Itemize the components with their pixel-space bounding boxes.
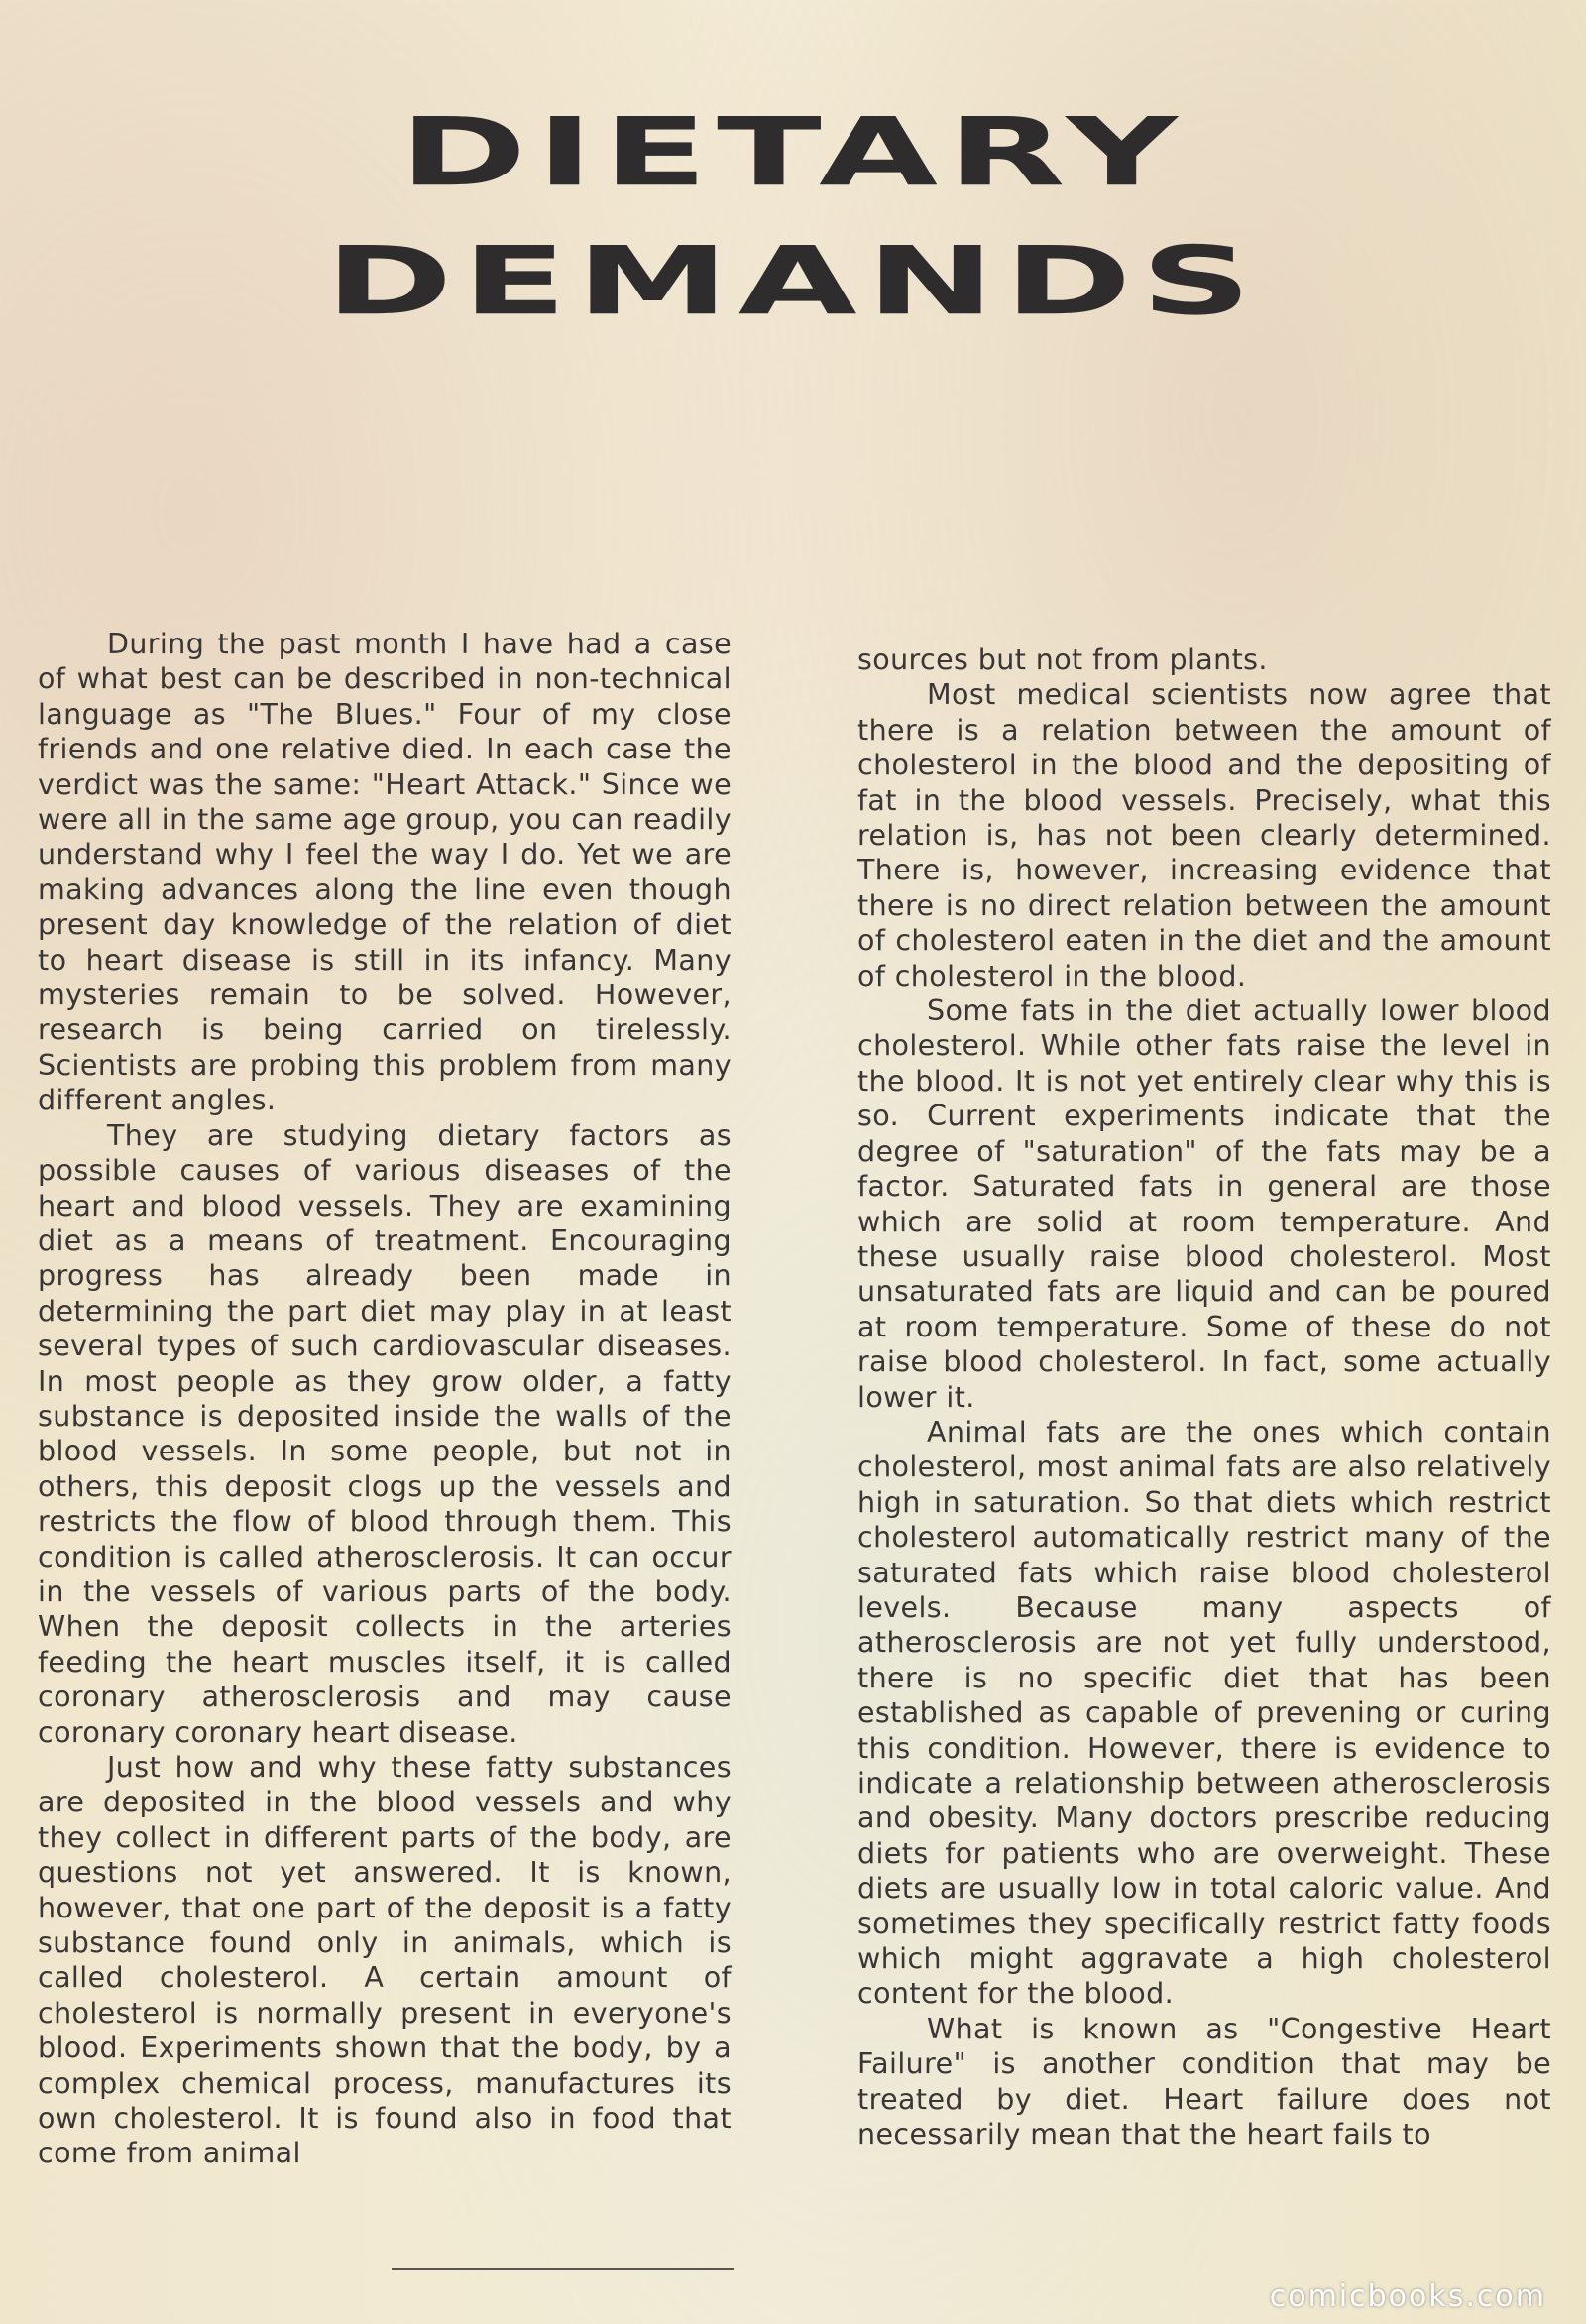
paragraph: During the past month I have had a case of what best can be described in non-technical language as "The Blues." Four of my close friends and one relative died. In each case the verdict was the same: "Heart Attack." Since we were all in the same age group, you can readily understand why I feel the way I do. Yet we are making advances along the line even though present day knowledge of the relation of diet to heart disease is still in its infancy. Many mysteries remain to be solved. However, research is being carried on tirelessly. Scientists are probing this problem from many different angles. (38, 628, 732, 1117)
paragraph: They are studying dietary factors as possible causes of various diseases of the heart and blood vessels. They are examining diet as a means of treatment. Encouraging progress has already been made in determining the part diet may play in at least several types of such cardiovascular diseases. In most people as they grow older, a fatty substance is deposited inside the walls of the blood vessels. In some people, but not in others, this deposit clogs up the vessels and restricts the flow of blood through them. This condition is called atherosclerosis. It can occur in the vessels of various parts of the body. When the deposit collects in the arteries feeding the heart muscles itself, it is called coronary atherosclerosis and may cause coronary coronary heart disease. (38, 1118, 732, 1749)
paragraph: Animal fats are the ones which contain cholesterol, most animal fats are also relatively high in saturation. So that diets which restrict cholesterol automatically restrict many of the saturated fats which raise blood cholesterol levels. Because many aspects of atherosclerosis are not yet fully understood, there is no specific diet that has been established as capable of prevening or curing this condition. However, there is evidence to indicate a relationship between atherosclerosis and obesity. Many doctors prescribe reducing diets for patients who are overweight. These diets are usually low in total caloric value. And sometimes they specifically restrict fatty foods which might aggravate a high cholesterol content for the blood. (857, 1415, 1551, 2011)
left-column (38, 627, 732, 2171)
paragraph: What is known as "Congestive Heart Failure" is another condition that may be treated by diet. Heart failure does not necessarily mean that the heart fails to (857, 2012, 1551, 2151)
paragraph-continuation: sources but not from plants. (857, 643, 1268, 676)
watermark: comicbooks.com (1269, 2279, 1546, 2314)
paragraph: Just how and why these fatty substances are deposited in the blood vessels and why they collect in different parts of the body, are questions not yet answered. It is known, however, that one part of the deposit is a fatty substance found only in animals, which is called cholesterol. A certain amount of cholesterol is normally present in everyone's blood. Experiments shown that the body, by a complex chemical process, manufactures its own cholesterol. It is found also in food that come from animal (38, 1751, 732, 2170)
paragraph: Some fats in the diet actually lower blood cholesterol. While other fats raise the level in the blood. It is not yet entirely clear why this is so. Current experiments indicate that the degree of "saturation" of the fats may be a factor. Saturated fats in general are those which are solid at room temperature. And these usually raise blood cholesterol. Most unsaturated fats are liquid and can be poured at room temperature. Some of these do not raise blood cholesterol. In fact, some actually lower it. (857, 994, 1551, 1414)
page-title-line-1: DIETARY (398, 96, 1188, 208)
column-end-rule (392, 2268, 734, 2270)
paragraph: Most medical scientists now agree that there is a relation between the amount of cholesterol in the blood and the depositing of fat in the blood vessels. Precisely, what this relation is, has not been clearly determined. There is, however, increasing evidence that there is no direct relation between the amount of cholesterol eaten in the diet and the amount of cholesterol in the blood. (857, 678, 1551, 992)
right-column (857, 642, 1551, 2151)
page-title-line-2: DEMANDS (325, 225, 1261, 337)
